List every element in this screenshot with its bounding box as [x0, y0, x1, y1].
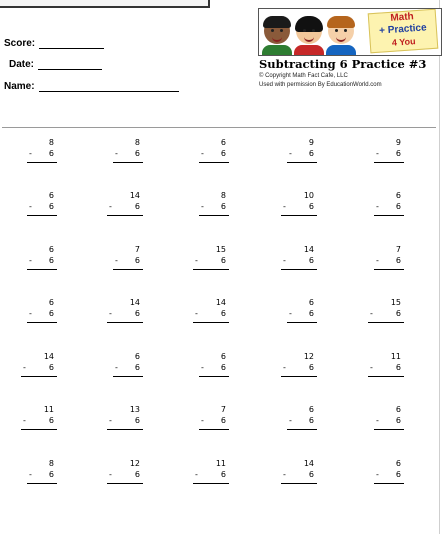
minus-sign: - [201, 202, 204, 211]
answer-line[interactable] [287, 429, 317, 430]
problem-item [281, 459, 317, 487]
subtrahend: 6 [308, 309, 314, 318]
subtrahend: 6 [220, 309, 226, 318]
minus-sign: - [376, 256, 379, 265]
score-field [4, 38, 104, 52]
answer-line[interactable] [199, 429, 229, 430]
subtrahend: 6 [134, 149, 140, 158]
answer-line[interactable] [368, 322, 404, 323]
answer-line[interactable] [199, 215, 229, 216]
minuend: 15 [215, 245, 226, 254]
minus-sign: - [283, 363, 286, 372]
minus-sign: - [109, 470, 112, 479]
answer-line[interactable] [281, 269, 317, 270]
problem-item [374, 459, 404, 487]
minuend: 6 [220, 352, 226, 361]
minus-sign: - [370, 363, 373, 372]
minuend: 14 [129, 191, 140, 200]
minuend: 6 [395, 459, 401, 468]
subtrahend: 6 [308, 416, 314, 425]
minuend: 8 [48, 459, 54, 468]
answer-line[interactable] [113, 269, 143, 270]
problem-item [374, 405, 404, 433]
subtrahend: 6 [220, 470, 226, 479]
math-practice-logo [258, 8, 442, 56]
score-line[interactable] [39, 48, 104, 49]
subtrahend: 6 [395, 470, 401, 479]
answer-line[interactable] [374, 162, 404, 163]
minuend: 7 [134, 245, 140, 254]
subtrahend: 6 [395, 256, 401, 265]
problem-item [287, 138, 317, 166]
logo-badge: Math + Practice 4 You [368, 9, 439, 54]
problem-item [107, 298, 143, 326]
kid-illustration-2 [296, 18, 322, 44]
problem-item [368, 298, 404, 326]
minuend: 6 [134, 352, 140, 361]
subtrahend: 6 [308, 470, 314, 479]
answer-line[interactable] [374, 269, 404, 270]
top-border-decoration [0, 0, 210, 8]
answer-line[interactable] [113, 376, 143, 377]
problem-item [113, 138, 143, 166]
subtrahend: 6 [48, 470, 54, 479]
subtrahend: 6 [395, 363, 401, 372]
problem-item [107, 405, 143, 433]
problem-item [287, 405, 317, 433]
subtrahend: 6 [395, 309, 401, 318]
problem-item [27, 138, 57, 166]
minus-sign: - [201, 416, 204, 425]
problem-item [368, 352, 404, 380]
problem-item [281, 245, 317, 273]
subtrahend: 6 [134, 416, 140, 425]
answer-line[interactable] [199, 162, 229, 163]
minuend: 7 [220, 405, 226, 414]
minuend: 6 [308, 405, 314, 414]
minuend: 14 [303, 459, 314, 468]
name-line[interactable] [39, 91, 179, 92]
problem-item [199, 138, 229, 166]
minuend: 10 [303, 191, 314, 200]
answer-line[interactable] [199, 376, 229, 377]
answer-line[interactable] [281, 483, 317, 484]
subtrahend: 6 [308, 149, 314, 158]
date-label: Date: [9, 59, 35, 70]
minus-sign: - [283, 470, 286, 479]
page-edge [439, 0, 440, 534]
subtrahend: 6 [308, 363, 314, 372]
minuend: 14 [215, 298, 226, 307]
answer-line[interactable] [27, 215, 57, 216]
minus-sign: - [109, 202, 112, 211]
problem-item [27, 191, 57, 219]
kid-illustration-3 [328, 18, 354, 44]
minuend: 13 [129, 405, 140, 414]
answer-line[interactable] [287, 322, 317, 323]
subtrahend: 6 [134, 256, 140, 265]
minuend: 8 [48, 138, 54, 147]
problem-item [193, 298, 229, 326]
answer-line[interactable] [27, 162, 57, 163]
minus-sign: - [289, 149, 292, 158]
problem-item [21, 405, 57, 433]
subtrahend: 6 [220, 256, 226, 265]
problem-item [27, 298, 57, 326]
minus-sign: - [29, 309, 32, 318]
minuend: 6 [395, 191, 401, 200]
subtrahend: 6 [395, 149, 401, 158]
minus-sign: - [109, 309, 112, 318]
minus-sign: - [289, 416, 292, 425]
problem-item [374, 245, 404, 273]
minuend: 6 [395, 405, 401, 414]
minus-sign: - [23, 363, 26, 372]
name-field [4, 81, 182, 95]
answer-line[interactable] [107, 215, 143, 216]
subtrahend: 6 [220, 416, 226, 425]
minuend: 12 [129, 459, 140, 468]
answer-line[interactable] [193, 322, 229, 323]
minus-sign: - [376, 149, 379, 158]
problem-item [107, 459, 143, 487]
minus-sign: - [201, 149, 204, 158]
subtrahend: 6 [308, 256, 314, 265]
answer-line[interactable] [21, 429, 57, 430]
minuend: 9 [395, 138, 401, 147]
minus-sign: - [29, 256, 32, 265]
answer-line[interactable] [27, 322, 57, 323]
subtrahend: 6 [48, 309, 54, 318]
problem-item [199, 405, 229, 433]
answer-line[interactable] [193, 269, 229, 270]
minus-sign: - [115, 256, 118, 265]
date-field [9, 59, 104, 73]
minuend: 11 [390, 352, 401, 361]
minus-sign: - [289, 309, 292, 318]
answer-line[interactable] [107, 483, 143, 484]
answer-line[interactable] [281, 376, 317, 377]
minus-sign: - [109, 416, 112, 425]
subtrahend: 6 [395, 416, 401, 425]
answer-line[interactable] [287, 162, 317, 163]
minuend: 8 [220, 191, 226, 200]
answer-line[interactable] [193, 483, 229, 484]
header-divider [2, 127, 436, 128]
minus-sign: - [29, 470, 32, 479]
problem-item [281, 191, 317, 219]
minuend: 6 [48, 245, 54, 254]
problem-item [199, 191, 229, 219]
minus-sign: - [115, 363, 118, 372]
minus-sign: - [283, 256, 286, 265]
subtrahend: 6 [48, 149, 54, 158]
minus-sign: - [376, 416, 379, 425]
subtrahend: 6 [48, 256, 54, 265]
answer-line[interactable] [113, 162, 143, 163]
subtrahend: 6 [134, 309, 140, 318]
answer-line[interactable] [374, 483, 404, 484]
problem-item [193, 245, 229, 273]
minuend: 14 [129, 298, 140, 307]
minuend: 7 [395, 245, 401, 254]
minus-sign: - [283, 202, 286, 211]
subtrahend: 6 [220, 202, 226, 211]
subtrahend: 6 [48, 202, 54, 211]
minuend: 11 [215, 459, 226, 468]
worksheet-title: Subtracting 6 Practice #3 [259, 57, 427, 71]
problem-item [374, 191, 404, 219]
minus-sign: - [370, 309, 373, 318]
minus-sign: - [115, 149, 118, 158]
minuend: 6 [220, 138, 226, 147]
permission-text: Used with permission By EducationWorld.com [259, 82, 382, 88]
problem-item [199, 352, 229, 380]
minuend: 6 [48, 298, 54, 307]
name-label: Name: [4, 81, 35, 92]
problem-item [27, 459, 57, 487]
minus-sign: - [376, 202, 379, 211]
answer-line[interactable] [281, 215, 317, 216]
minus-sign: - [29, 149, 32, 158]
problem-item [27, 245, 57, 273]
subtrahend: 6 [308, 202, 314, 211]
answer-line[interactable] [27, 269, 57, 270]
subtrahend: 6 [395, 202, 401, 211]
minuend: 11 [43, 405, 54, 414]
minuend: 12 [303, 352, 314, 361]
minuend: 14 [43, 352, 54, 361]
subtrahend: 6 [220, 363, 226, 372]
date-line[interactable] [38, 69, 102, 70]
problem-item [193, 459, 229, 487]
minus-sign: - [29, 202, 32, 211]
score-label: Score: [4, 38, 36, 49]
minuend: 14 [303, 245, 314, 254]
minuend: 6 [308, 298, 314, 307]
answer-line[interactable] [368, 376, 404, 377]
problem-item [281, 352, 317, 380]
answer-line[interactable] [374, 429, 404, 430]
minuend: 6 [48, 191, 54, 200]
problem-item [374, 138, 404, 166]
minus-sign: - [195, 470, 198, 479]
minuend: 8 [134, 138, 140, 147]
minuend: 9 [308, 138, 314, 147]
problem-item [107, 191, 143, 219]
problem-item [113, 352, 143, 380]
copyright-text: © Copyright Math Fact Cafe, LLC [259, 73, 348, 79]
problem-item [287, 298, 317, 326]
minus-sign: - [376, 470, 379, 479]
subtrahend: 6 [48, 363, 54, 372]
subtrahend: 6 [220, 149, 226, 158]
answer-line[interactable] [107, 429, 143, 430]
subtrahend: 6 [134, 363, 140, 372]
answer-line[interactable] [374, 215, 404, 216]
subtrahend: 6 [48, 416, 54, 425]
kid-illustration-1 [264, 18, 290, 44]
answer-line[interactable] [27, 483, 57, 484]
answer-line[interactable] [21, 376, 57, 377]
problem-item [21, 352, 57, 380]
problem-item [113, 245, 143, 273]
subtrahend: 6 [134, 202, 140, 211]
minus-sign: - [23, 416, 26, 425]
minuend: 15 [390, 298, 401, 307]
answer-line[interactable] [107, 322, 143, 323]
subtrahend: 6 [134, 470, 140, 479]
minus-sign: - [195, 309, 198, 318]
minus-sign: - [201, 363, 204, 372]
minus-sign: - [195, 256, 198, 265]
